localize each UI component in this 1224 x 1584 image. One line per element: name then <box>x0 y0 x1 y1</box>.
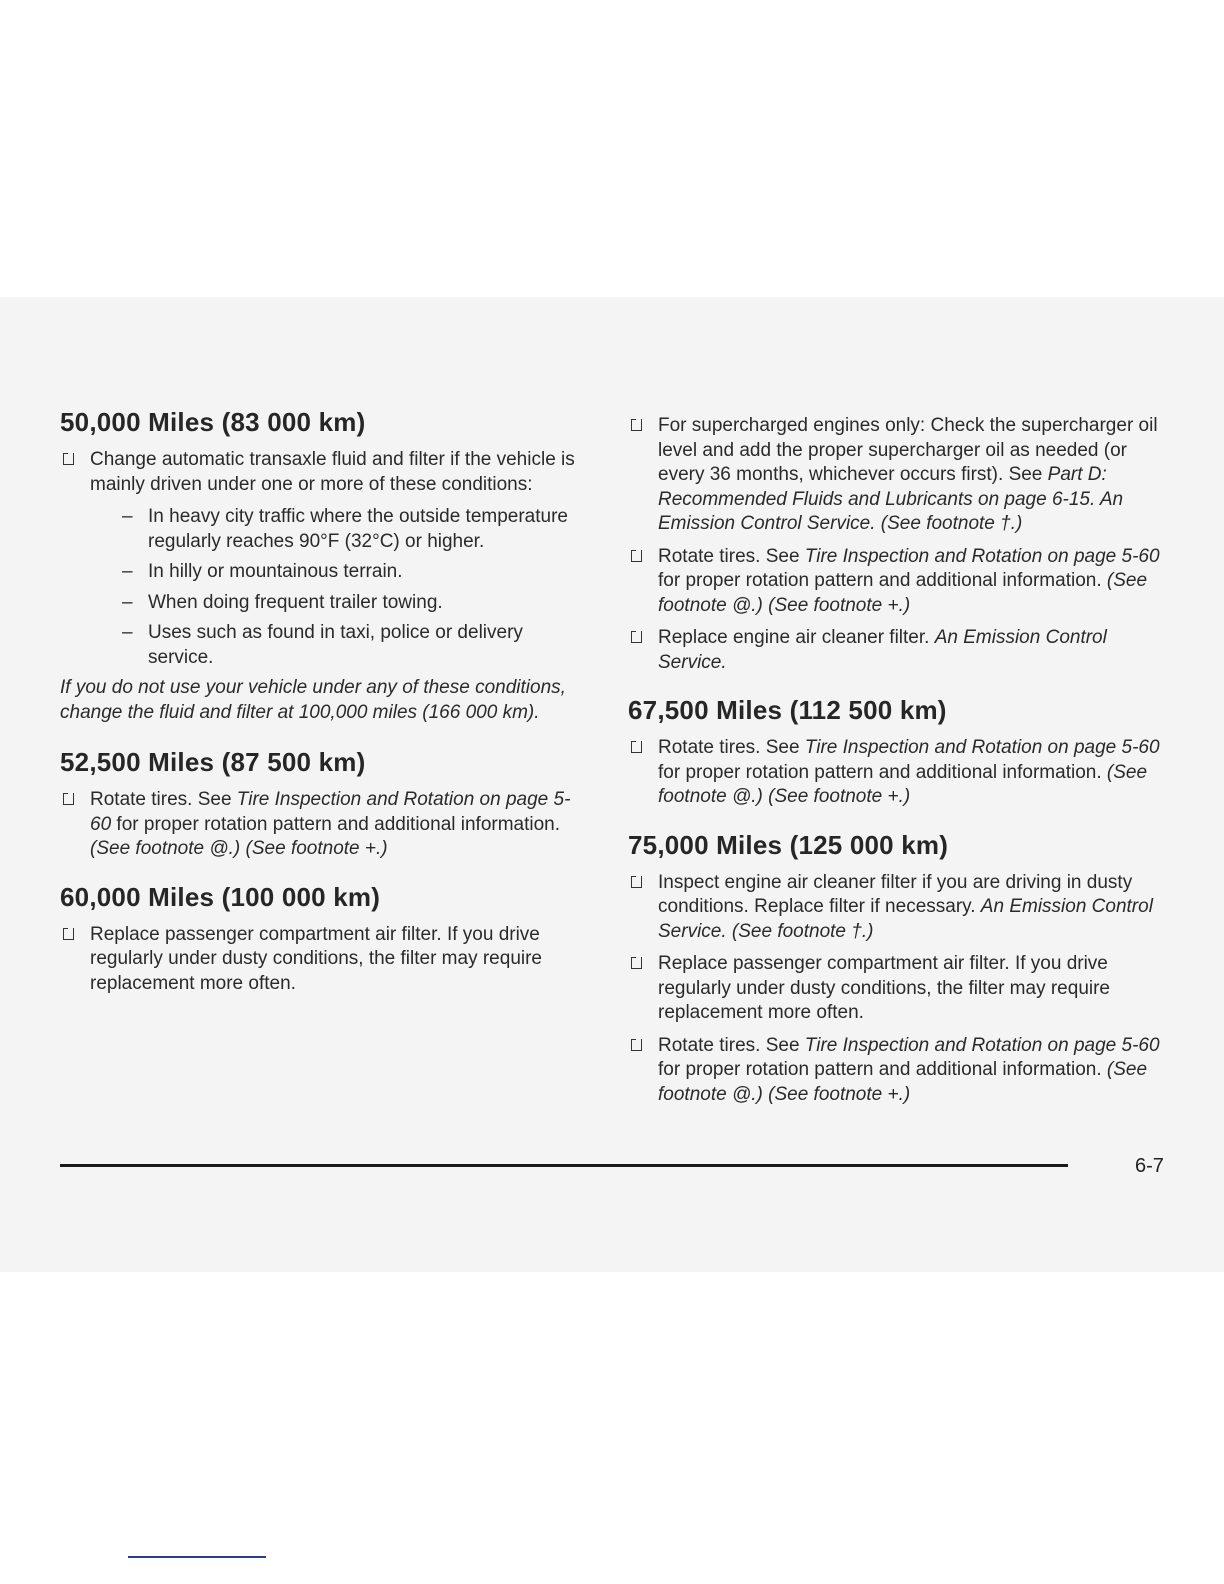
checkbox-icon <box>631 741 642 753</box>
left-column <box>60 407 585 1004</box>
checkbox-icon <box>631 550 642 562</box>
condition-text: Uses such as found in taxi, police or delivery service. <box>148 622 523 668</box>
page-number: 6-7 <box>1135 1155 1164 1177</box>
fluid-change-note: If you do not use your vehicle under any of these conditions, change the fluid and filter at 100,000 miles (166 000 km). <box>60 677 566 723</box>
checklist-item <box>628 545 1173 619</box>
condition-text: In heavy city traffic where the outside temperature regularly reaches 90°F (32°C) or higher. <box>148 506 568 552</box>
item-text: for proper rotation pattern and additional information. <box>111 813 561 835</box>
cross-reference: Tire Inspection and Rotation on page 5-60 <box>804 545 1160 567</box>
cross-reference: Tire Inspection and Rotation on page 5-60 <box>804 1034 1160 1056</box>
item-text: Rotate tires. See <box>658 1034 805 1056</box>
cross-reference: An Emission Control Service. <box>658 627 1107 673</box>
checklist-item <box>628 871 1173 945</box>
checkbox-icon <box>631 1039 642 1051</box>
checkbox-icon <box>631 419 642 431</box>
cross-reference: An Emission Control Service. (See footnote †.) <box>658 896 1153 942</box>
cross-reference: Tire Inspection and Rotation on page 5-60 <box>804 737 1160 758</box>
cross-reference: Part D: Recommended Fluids and Lubricants on page 6-15. An Emission Control Service. (See footnote †.) <box>658 464 1124 534</box>
item-text: Replace passenger compartment air filter. If you drive regularly under dusty conditions, the filter may require replacement more often. <box>90 923 543 994</box>
heading-75000-miles: 75,000 Miles (125 000 km) <box>628 829 949 860</box>
condition-text: In hilly or mountainous terrain. <box>148 561 403 582</box>
item-text: Replace passenger compartment air filter. If you drive regularly under dusty conditions, the filter may require replacement more often. <box>658 953 1111 1023</box>
heading-67500-miles: 67,500 Miles (112 500 km) <box>628 695 947 725</box>
item-text: For supercharged engines only: Check the supercharger oil level and add the proper supercharger oil as needed (or every 36 months, whichever occurs first). See <box>658 415 1158 485</box>
checkbox-icon <box>63 928 74 940</box>
checkbox-icon <box>631 631 642 643</box>
item-text: Rotate tires. See <box>658 545 805 567</box>
footnote-reference: (See footnote @.) (See footnote +.) <box>658 570 1148 616</box>
checkbox-icon <box>63 793 74 805</box>
item-text: Replace engine air cleaner filter. <box>658 627 935 648</box>
condition-item <box>122 591 585 616</box>
checklist-item <box>628 1034 1173 1108</box>
dash-bullet: – <box>122 622 133 643</box>
item-text: for proper rotation pattern and additional information. <box>658 570 1107 591</box>
checkbox-icon <box>63 453 74 465</box>
dash-bullet: – <box>122 506 133 527</box>
dash-bullet: – <box>122 561 133 582</box>
condition-item <box>122 505 585 554</box>
checklist-item <box>60 923 585 997</box>
heading-60000-miles: 60,000 Miles (100 000 km) <box>60 881 381 912</box>
item-text: for proper rotation pattern and additional information. <box>658 761 1107 783</box>
footnote-reference: (See footnote @.) (See footnote +.) <box>658 761 1148 807</box>
checklist-item <box>628 414 1173 537</box>
item-text: Change automatic transaxle fluid and filter if the vehicle is mainly driven under one or more of these conditions: <box>90 449 575 495</box>
checklist-item <box>628 952 1173 1026</box>
checkbox-icon <box>631 957 642 969</box>
cross-reference: Tire Inspection and Rotation on page 5-60 <box>90 789 571 835</box>
checklist-item <box>60 788 585 862</box>
footnote-reference: (See footnote @.) (See footnote +.) <box>658 1059 1148 1105</box>
item-text: Rotate tires. See <box>90 789 237 810</box>
condition-item <box>122 621 585 670</box>
footer-rule <box>60 1164 1068 1167</box>
checklist-item <box>628 736 1173 810</box>
right-column <box>628 414 1173 1115</box>
manual-page <box>0 297 1224 1272</box>
condition-text: When doing frequent trailer towing. <box>148 591 443 613</box>
condition-list <box>122 505 585 670</box>
heading-52500-miles: 52,500 Miles (87 500 km) <box>60 747 366 777</box>
checklist-item <box>60 448 585 497</box>
heading-50000-miles: 50,000 Miles (83 000 km) <box>60 407 366 437</box>
dash-bullet: – <box>122 591 133 613</box>
checkbox-icon <box>631 876 642 888</box>
bottom-divider <box>128 1556 266 1558</box>
item-text: Rotate tires. See <box>658 737 805 758</box>
item-text: for proper rotation pattern and additional information. <box>658 1059 1107 1080</box>
condition-item <box>122 560 585 585</box>
checklist-item <box>628 626 1173 675</box>
item-text: Inspect engine air cleaner filter if you are driving in dusty conditions. Replace filter if necessary. <box>658 871 1133 917</box>
footnote-reference: (See footnote @.) (See footnote +.) <box>90 838 388 859</box>
